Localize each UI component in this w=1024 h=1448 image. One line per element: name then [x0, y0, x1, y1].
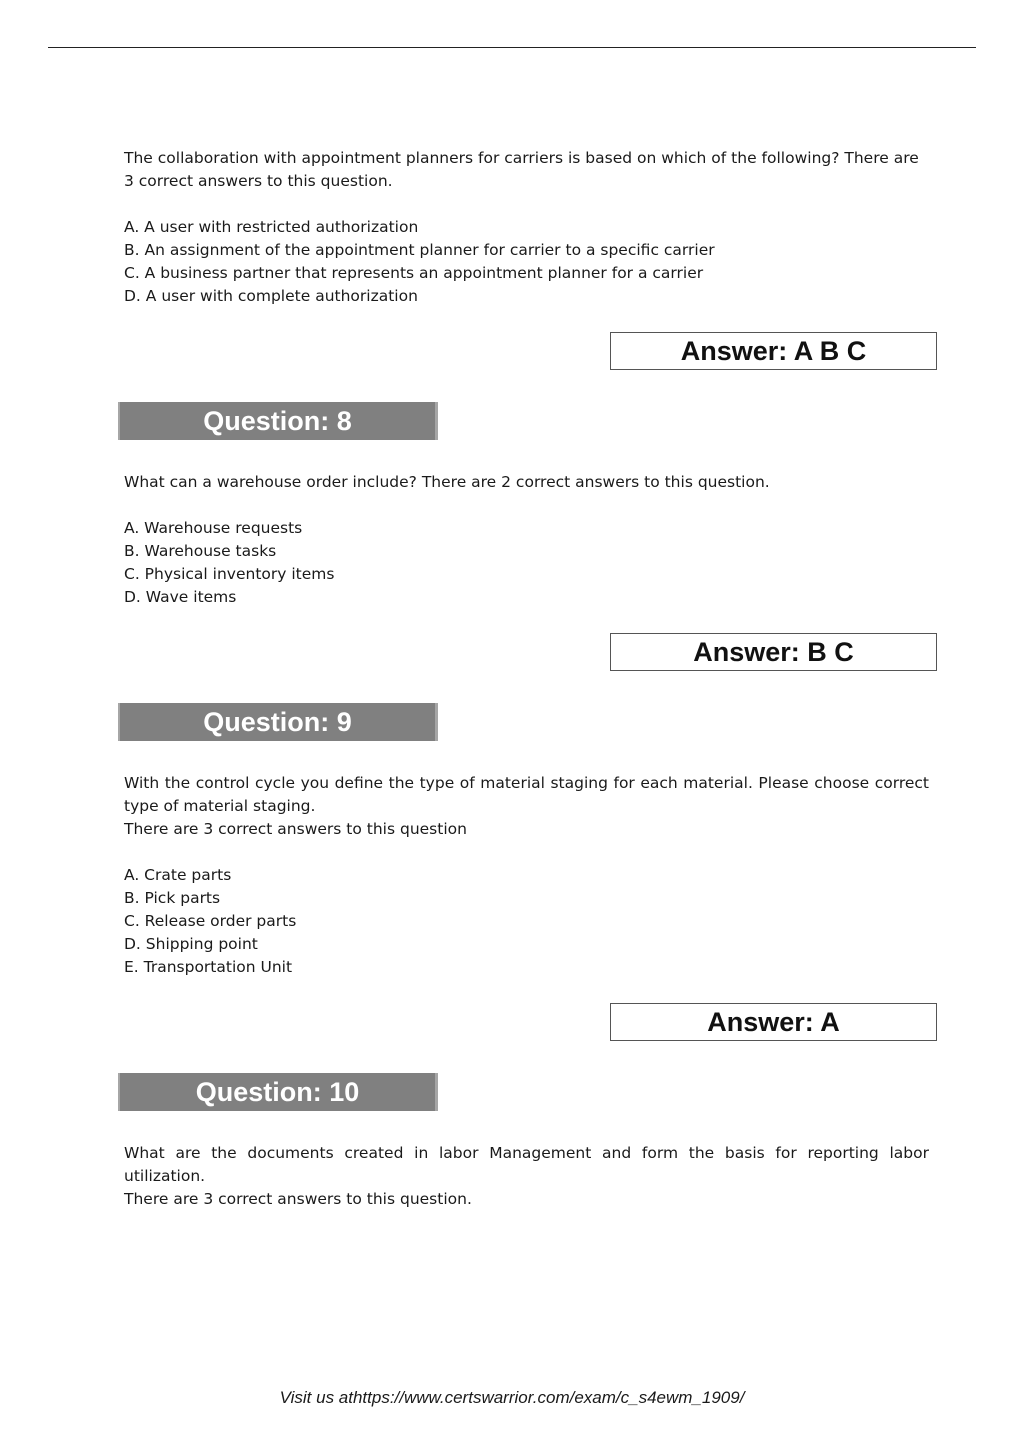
options-list [124, 517, 929, 609]
options-list [124, 216, 929, 308]
option-a: A. Warehouse requests [124, 519, 303, 537]
option-c: C. A business partner that represents an appointment planner for a carrier [124, 264, 704, 282]
question-text: The collaboration with appointment planners for carriers is based on which of the following? There are 3 correct answers to this question. [124, 149, 919, 190]
option-b: B. Warehouse tasks [124, 542, 277, 560]
question-header: Question: 10 [118, 1073, 438, 1111]
option-b: B. Pick parts [124, 889, 221, 907]
option-c: C. Physical inventory items [124, 565, 335, 583]
question-header: Question: 8 [118, 402, 438, 440]
answer-box: Answer: A B C [610, 332, 937, 370]
question-7-body [124, 147, 929, 308]
header-rule [48, 47, 976, 48]
question-8-body [124, 471, 929, 609]
option-d: D. Shipping point [124, 935, 258, 953]
question-header: Question: 9 [118, 703, 438, 741]
answer-box: Answer: A [610, 1003, 937, 1041]
option-e: E. Transportation Unit [124, 958, 293, 976]
option-c: C. Release order parts [124, 912, 297, 930]
option-d: D. Wave items [124, 588, 237, 606]
question-text: With the control cycle you define the type of material staging for each material. Please choose correct type of material staging. [124, 774, 929, 815]
question-10-body [124, 1142, 929, 1211]
question-9-body [124, 772, 929, 979]
question-text: What can a warehouse order include? There are 2 correct answers to this question. [124, 473, 770, 491]
footer-link-text: Visit us athttps://www.certswarrior.com/exam/c_s4ewm_1909/ [279, 1388, 745, 1407]
options-list [124, 864, 929, 979]
option-a: A. Crate parts [124, 866, 232, 884]
question-instruction: There are 3 correct answers to this question [124, 820, 467, 838]
answer-box: Answer: B C [610, 633, 937, 671]
option-b: B. An assignment of the appointment planner for carrier to a specific carrier [124, 241, 715, 259]
question-instruction: There are 3 correct answers to this question. [124, 1190, 472, 1208]
option-d: D. A user with complete authorization [124, 287, 418, 305]
question-text: What are the documents created in labor Management and form the basis for reporting labor utilization. [124, 1144, 929, 1185]
option-a: A. A user with restricted authorization [124, 218, 419, 236]
